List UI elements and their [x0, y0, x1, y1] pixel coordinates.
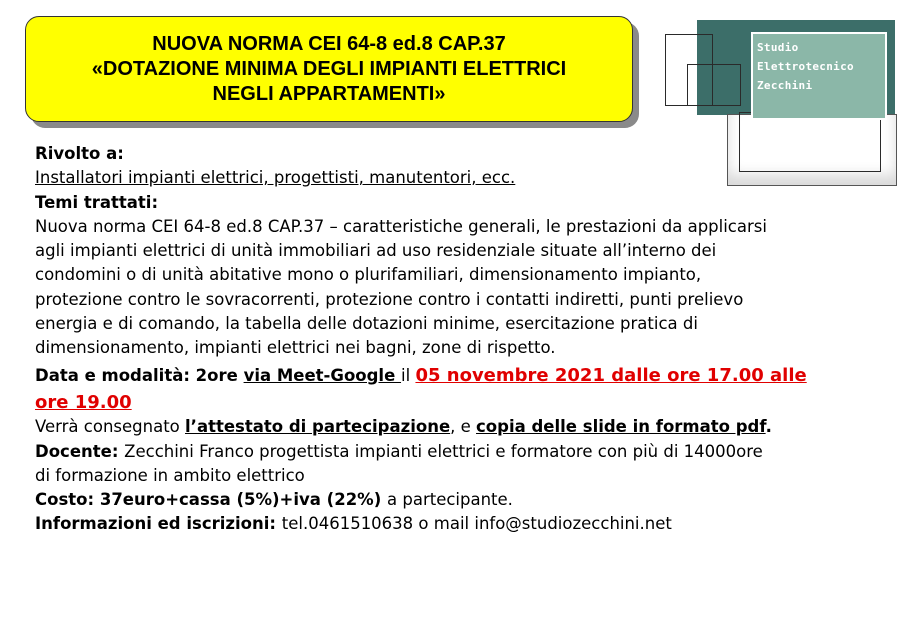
teacher-text: Zecchini Franco progettista impianti elettrici e formatore con più di 14000ore [124, 441, 763, 461]
topics-line: Nuova norma CEI 64-8 ed.8 CAP.37 – caratteristiche generali, le prestazioni da applicarsi [35, 216, 767, 236]
logo-line-1: Studio [757, 41, 799, 54]
course-details [35, 142, 895, 537]
cost-suffix: a partecipante. [387, 490, 513, 510]
time-text: ore 19.00 [35, 391, 132, 413]
topics-line: condomini o di unità abitative mono o plurifamiliari, dimensionamento impianto, [35, 265, 702, 285]
cost-label: Costo: 37euro+cassa (5%)+iva (22%) [35, 490, 387, 510]
topics-line: protezione contro le sovracorrenti, protezione contro i contatti indiretti, punti prelievo [35, 289, 744, 309]
title-line-3: NEGLI APPARTAMENTI» [212, 82, 446, 105]
date-text: 05 novembre 2021 dalle ore 17.00 alle [415, 364, 807, 386]
info-label: Informazioni ed iscrizioni: [35, 514, 282, 534]
cost-line [35, 488, 895, 512]
logo-text [757, 38, 881, 95]
deliverables-prefix: Verrà consegnato [35, 417, 186, 437]
deliverables-middle: , e [450, 417, 477, 437]
platform-text: via Meet-Google [243, 365, 402, 385]
logo-line-3: Zecchini [757, 79, 813, 92]
teacher-line-2: di formazione in ambito elettrico [35, 465, 305, 485]
title-line-2: «DOTAZIONE MINIMA DEGLI IMPIANTI ELETTRICI [91, 57, 567, 80]
info-text: tel.0461510638 o mail info@studiozecchini.net [281, 514, 672, 534]
certificate-text: l’attestato di partecipazione [185, 417, 451, 437]
topics-line: dimensionamento, impianti elettrici nei bagni, zone di rispetto. [35, 338, 556, 358]
schedule-connector: il [401, 365, 416, 385]
slides-text: copia delle slide in formato pdf [476, 417, 766, 437]
audience-text: Installatori impianti elettrici, progettisti, manutentori, ecc. [35, 168, 516, 188]
deliverables-suffix: . [765, 417, 772, 437]
topics-label: Temi trattati: [35, 192, 159, 212]
topics-line: agli impianti elettrici di unità immobiliari ad uso residenziale situate all’interno dei [35, 241, 717, 261]
title-banner [25, 16, 633, 122]
logo-line-2: Elettrotecnico [757, 60, 854, 73]
logo-outline-square [687, 64, 741, 106]
topics-line: energia e di comando, la tabella delle dotazioni minime, esercitazione pratica di [35, 314, 698, 334]
schedule-line-2 [35, 391, 895, 415]
schedule-label: Data e modalità: 2ore [35, 365, 244, 385]
deliverables-line [35, 415, 895, 439]
audience-label: Rivolto a: [35, 144, 124, 163]
teacher-label: Docente: [35, 441, 125, 461]
schedule-line [35, 364, 895, 388]
info-line [35, 512, 895, 536]
title-line-1: NUOVA NORMA CEI 64-8 ed.8 CAP.37 [152, 32, 506, 55]
teacher-line [35, 440, 895, 464]
